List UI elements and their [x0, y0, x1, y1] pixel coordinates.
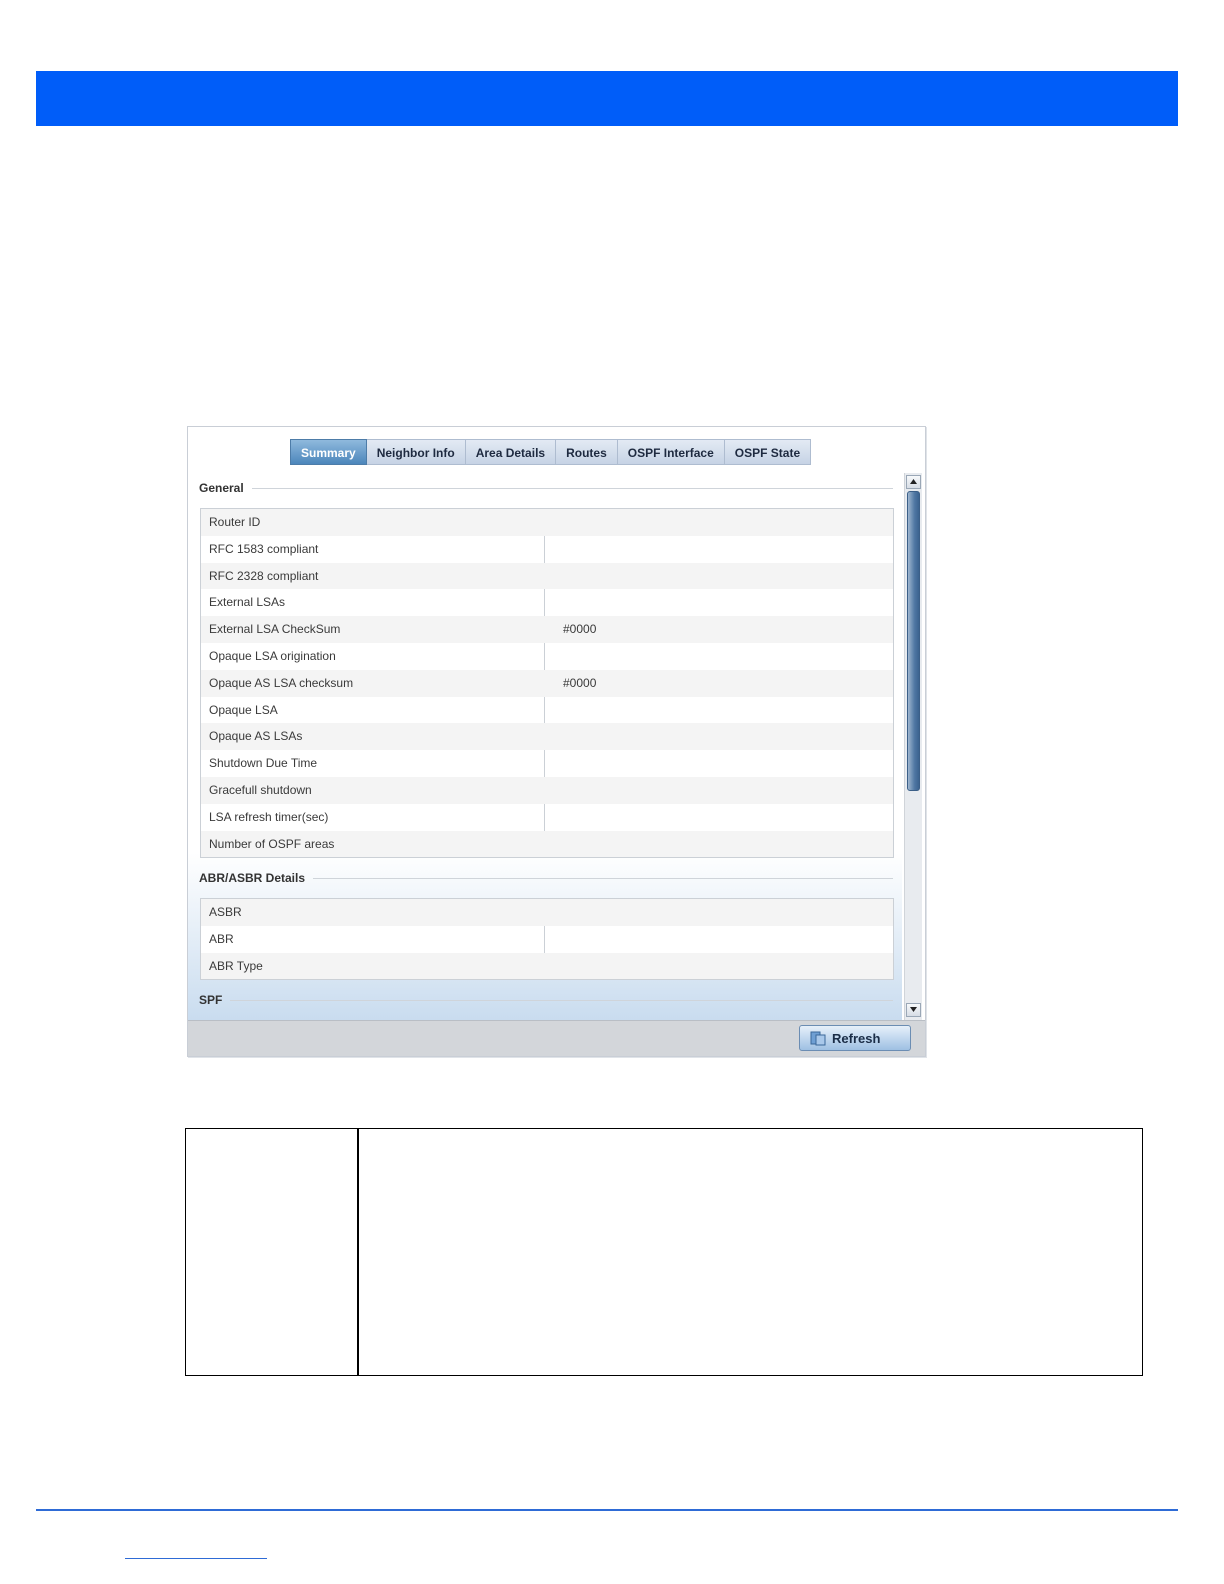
- scrollbar-thumb[interactable]: [907, 491, 920, 791]
- section-divider: [313, 878, 893, 879]
- abr-asbr-title-text: ABR/ASBR Details: [199, 871, 306, 885]
- spf-section-title: [199, 993, 893, 1007]
- table-row: [201, 563, 893, 590]
- table-row: [201, 616, 893, 643]
- header-banner: [36, 71, 1178, 126]
- section-divider: [252, 488, 893, 489]
- row-label: Number of OSPF areas: [209, 836, 335, 851]
- table-row: [201, 777, 893, 804]
- spf-title-text: SPF: [199, 993, 223, 1007]
- table-row: [201, 926, 893, 953]
- table-row: [201, 697, 893, 724]
- table-row: [201, 536, 893, 563]
- table-row: [201, 589, 893, 616]
- table-row: [201, 643, 893, 670]
- row-label: Opaque AS LSA checksum: [209, 675, 354, 690]
- summary-content: [188, 473, 902, 1020]
- row-value: #0000: [563, 622, 597, 637]
- row-label: Opaque AS LSAs: [209, 729, 303, 744]
- table-column-divider: [357, 1129, 359, 1375]
- description-table: [185, 1128, 1143, 1376]
- refresh-icon: [810, 1030, 826, 1046]
- action-bar: [188, 1020, 925, 1056]
- refresh-label: Refresh: [832, 1030, 881, 1046]
- row-label: ABR Type: [209, 958, 263, 973]
- tab-summary[interactable]: Summary: [290, 439, 367, 465]
- row-label: External LSA CheckSum: [209, 622, 341, 637]
- table-row: [201, 670, 893, 697]
- table-row: [201, 509, 893, 536]
- table-row: [201, 723, 893, 750]
- row-label: Router ID: [209, 515, 261, 529]
- general-title-text: General: [199, 481, 244, 495]
- tab-routes[interactable]: Routes: [556, 439, 618, 465]
- arrow-up-icon: [910, 479, 917, 484]
- vertical-scrollbar[interactable]: [904, 473, 922, 1020]
- ospf-summary-screenshot: [187, 426, 926, 1057]
- table-row: [201, 953, 893, 980]
- row-value: #0000: [563, 675, 597, 690]
- abr-asbr-table: [200, 898, 894, 980]
- table-row: [201, 831, 893, 858]
- tab-ospf-state[interactable]: OSPF State: [725, 439, 811, 465]
- row-label: External LSAs: [209, 595, 286, 610]
- section-divider: [230, 1000, 893, 1001]
- table-row: [201, 750, 893, 777]
- table-row: [201, 899, 893, 926]
- footer-link[interactable]: [125, 1558, 267, 1559]
- row-label: Shutdown Due Time: [209, 756, 318, 771]
- row-label: LSA refresh timer(sec): [209, 809, 329, 824]
- row-label: ABR: [209, 931, 234, 946]
- row-label: Opaque LSA: [209, 702, 278, 717]
- arrow-down-icon: [910, 1007, 917, 1012]
- tab-neighbor-info[interactable]: Neighbor Info: [367, 439, 466, 465]
- row-label: Opaque LSA origination: [209, 648, 336, 663]
- scroll-down-button[interactable]: [906, 1003, 921, 1017]
- footer-rule: [36, 1509, 1178, 1511]
- general-table: [200, 508, 894, 858]
- tab-area-details[interactable]: Area Details: [466, 439, 556, 465]
- row-label: RFC 1583 compliant: [209, 541, 319, 556]
- refresh-button[interactable]: [799, 1025, 911, 1051]
- abr-asbr-section-title: [199, 871, 893, 885]
- tab-ospf-interface[interactable]: OSPF Interface: [618, 439, 725, 465]
- table-row: [201, 804, 893, 831]
- scroll-up-button[interactable]: [906, 475, 921, 489]
- general-section-title: [199, 481, 893, 495]
- row-label: ASBR: [209, 905, 242, 919]
- row-label: Gracefull shutdown: [209, 782, 312, 797]
- row-label: RFC 2328 compliant: [209, 568, 319, 583]
- tab-bar: [290, 439, 811, 465]
